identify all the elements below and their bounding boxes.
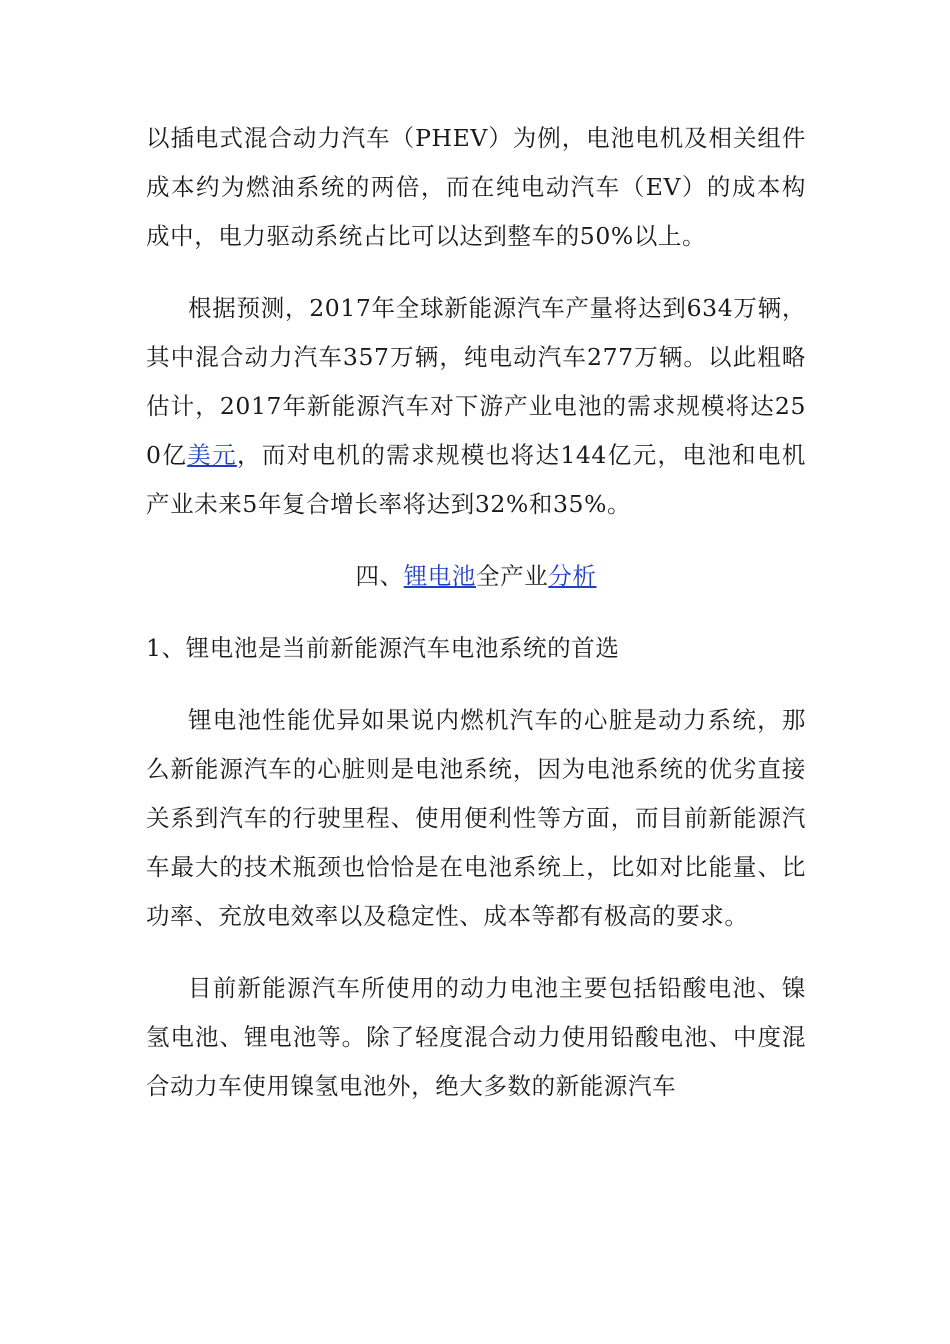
link-analysis[interactable]: 分析 (548, 562, 597, 590)
subsection-heading: 1、锂电池是当前新能源汽车电池系统的首选 (146, 634, 620, 662)
paragraph-forecast-2017 (146, 284, 806, 529)
paragraph-text: 目前新能源汽车所使用的动力电池主要包括铅酸电池、镍氢电池、锂电池等。除了轻度混合动力使用铅酸电池、中度混合动力车使用镍氢电池外，绝大多数的新能源汽车 (146, 974, 806, 1100)
paragraph-phev-cost (146, 114, 806, 261)
paragraph-text: 以插电式混合动力汽车（PHEV）为例，电池电机及相关组件成本约为燃油系统的两倍，而在纯电动汽车（EV）的成本构成中，电力驱动系统占比可以达到整车的50%以上。 (146, 124, 806, 250)
heading-number: 四、 (355, 562, 404, 590)
heading-text: 全产业 (476, 562, 549, 590)
paragraph-text: 根据预测，2017年全球新能源汽车产量将达到634万辆，其中混合动力汽车357万辆，纯电动汽车277万辆。以此粗略估计，2017年新能源汽车对下游产业电池的需求规模将达250亿 (146, 294, 806, 469)
paragraph-text: 锂电池性能优异如果说内燃机汽车的心脏是动力系统，那么新能源汽车的心脏则是电池系统，因为电池系统的优劣直接关系到汽车的行驶里程、使用便利性等方面，而目前新能源汽车最大的技术瓶颈也恰恰是在电池系统上，比如对比能量、比功率、充放电效率以及稳定性、成本等都有极高的要求。 (146, 706, 806, 930)
paragraph-lithium-performance (146, 696, 806, 941)
section-heading (146, 552, 806, 601)
paragraph-battery-types (146, 964, 806, 1111)
document-page (146, 114, 806, 1134)
link-lithium-battery[interactable]: 锂电池 (403, 562, 476, 590)
link-usd[interactable]: 美元 (187, 441, 237, 469)
paragraph-text: ，而对电机的需求规模也将达144亿元，电池和电机产业未来5年复合增长率将达到32%和35%。 (146, 441, 806, 518)
